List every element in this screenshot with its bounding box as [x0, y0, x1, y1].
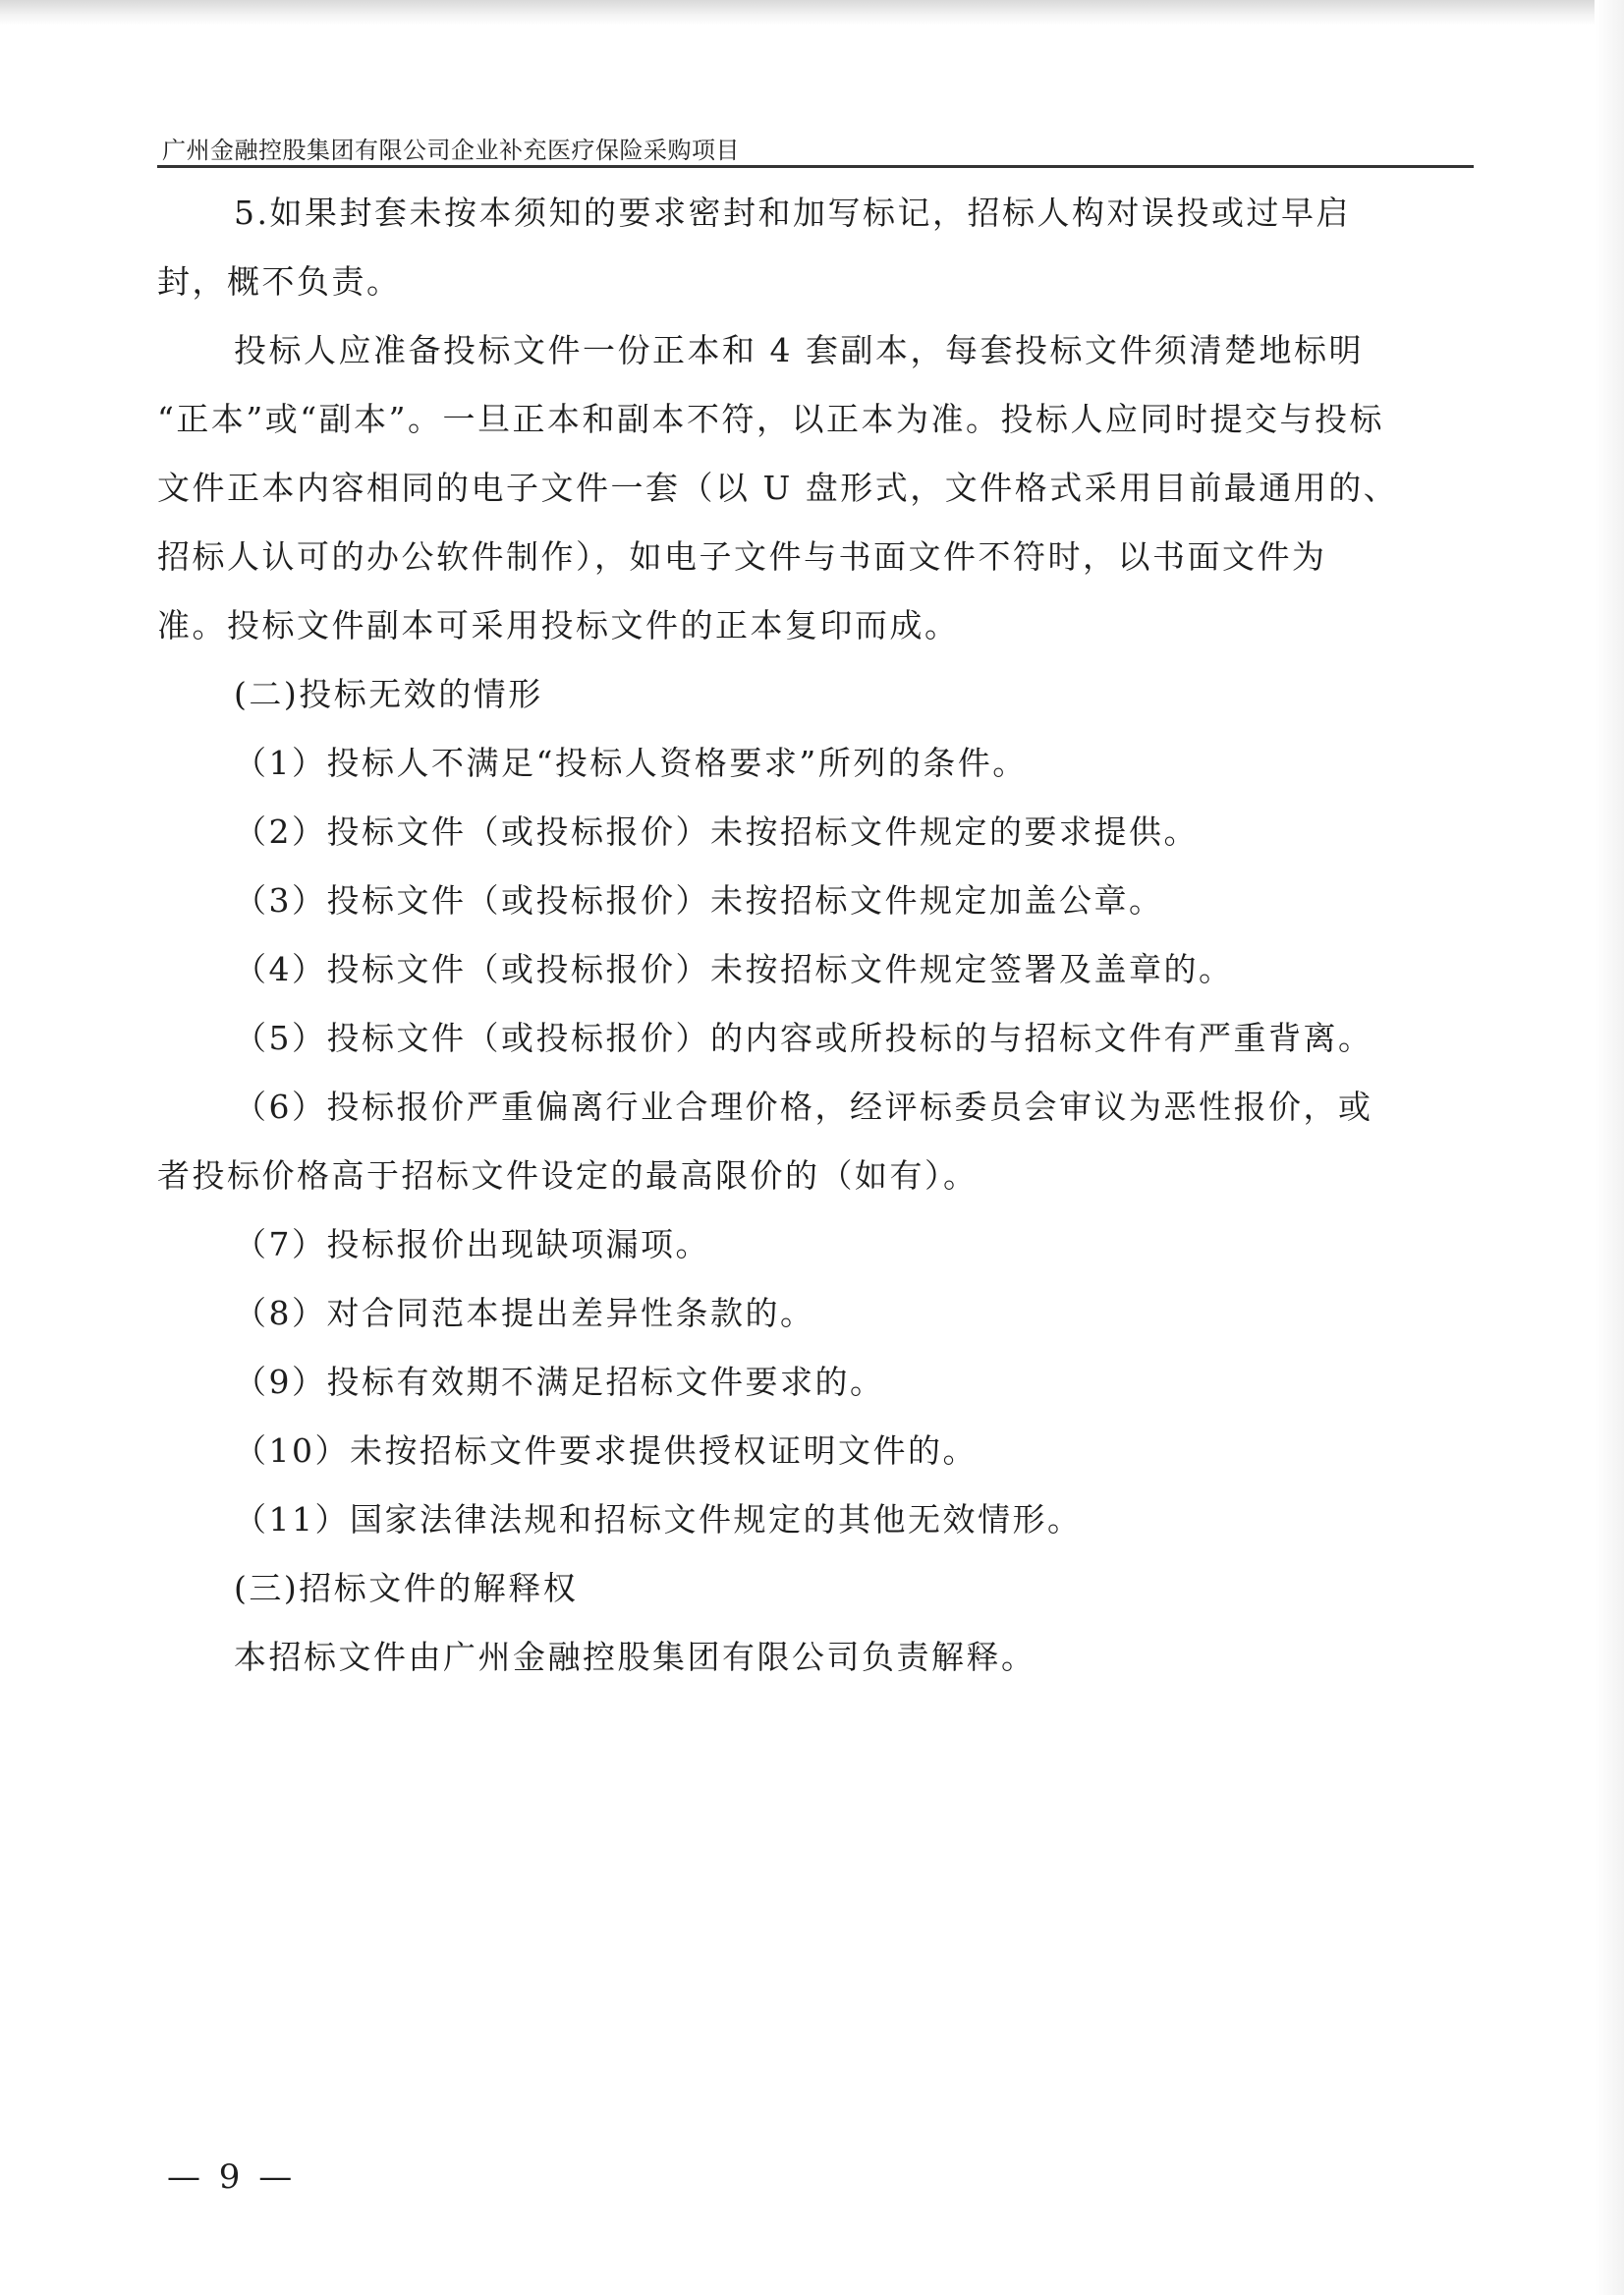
document-body [157, 179, 1474, 1692]
paragraph-line: 文件正本内容相同的电子文件一套（以 U 盘形式，文件格式采用目前最通用的、 [157, 469, 1399, 507]
scan-right-edge [1595, 0, 1624, 2295]
list-item: （2）投标文件（或投标报价）未按招标文件规定的要求提供。 [234, 812, 1199, 851]
list-item: （9）投标有效期不满足招标文件要求的。 [234, 1363, 885, 1401]
list-item: （8）对合同范本提出差异性条款的。 [234, 1294, 815, 1332]
list-item: （6）投标报价严重偏离行业合理价格，经评标委员会审议为恶性报价，或 [234, 1088, 1373, 1126]
section-heading: (二)投标无效的情形 [234, 675, 543, 713]
list-item: （4）投标文件（或投标报价）未按招标文件规定签署及盖章的。 [234, 950, 1234, 988]
list-item: （3）投标文件（或投标报价）未按招标文件规定加盖公章。 [234, 881, 1164, 920]
paragraph-line: 投标人应准备投标文件一份正本和 4 套副本，每套投标文件须清楚地标明 [234, 331, 1364, 369]
paragraph-line: 准。投标文件副本可采用投标文件的正本复印而成。 [157, 606, 960, 644]
paragraph-line: “正本”或“副本”。一旦正本和副本不符，以正本为准。投标人应同时提交与投标 [157, 400, 1384, 438]
list-item: （7）投标报价出现缺项漏项。 [234, 1225, 710, 1263]
paragraph-line: 本招标文件由广州金融控股集团有限公司负责解释。 [234, 1638, 1036, 1676]
list-item: （1）投标人不满足“投标人资格要求”所列的条件。 [234, 744, 1028, 782]
list-item: （5）投标文件（或投标报价）的内容或所投标的与招标文件有严重背离。 [234, 1019, 1373, 1057]
list-item: （11）国家法律法规和招标文件规定的其他无效情形。 [234, 1500, 1083, 1539]
list-item: （10）未按招标文件要求提供授权证明文件的。 [234, 1431, 978, 1470]
list-item-continuation: 者投标价格高于招标文件设定的最高限价的（如有）。 [157, 1156, 979, 1195]
paragraph-line: 封，概不负责。 [157, 262, 402, 301]
running-header: 广州金融控股集团有限公司企业补充医疗保险采购项目 [162, 137, 740, 164]
page-number: — 9 — [167, 2157, 297, 2197]
scan-top-edge [0, 0, 1624, 26]
section-heading: (三)招标文件的解释权 [234, 1569, 579, 1607]
header-rule [157, 165, 1474, 168]
paragraph-line: 招标人认可的办公软件制作），如电子文件与书面文件不符时，以书面文件为 [157, 537, 1327, 576]
paragraph-line: 5.如果封套未按本须知的要求密封和加写标记，招标人构对误投或过早启 [234, 194, 1351, 232]
